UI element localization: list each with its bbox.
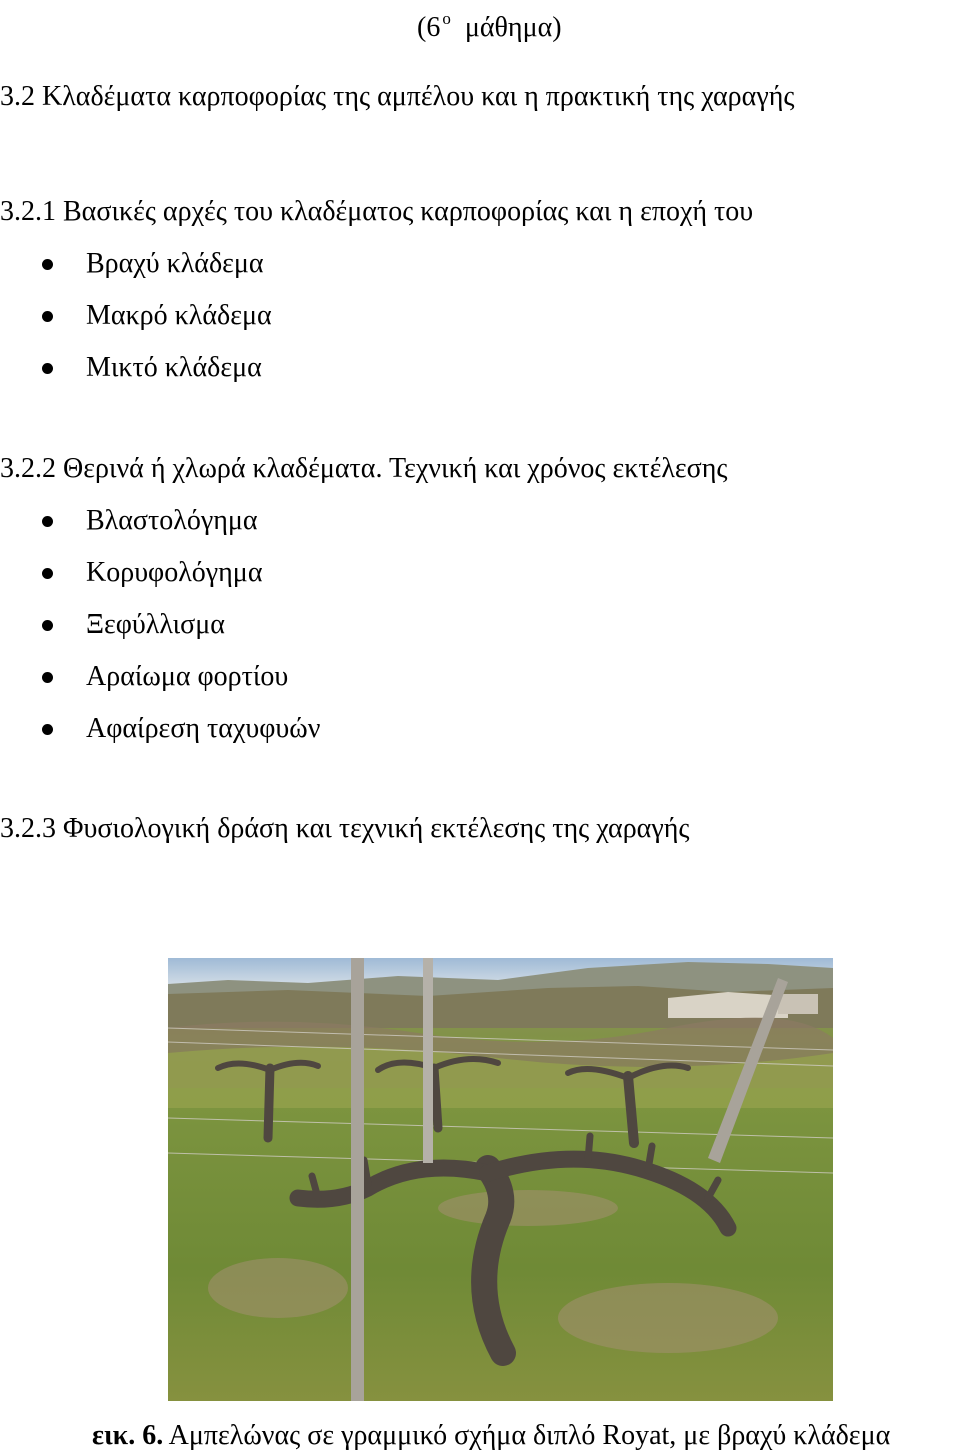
- bullet-icon: [42, 516, 53, 527]
- subsection-title: 3.2.3 Φυσιολογική δράση και τεχνική εκτέλεσης της χαραγής: [0, 813, 690, 844]
- bullet-icon: [42, 311, 53, 322]
- lesson-word: μάθημα): [464, 12, 562, 43]
- list-item: Μικτό κλάδεμα: [86, 352, 262, 383]
- figure-label: εικ. 6.: [92, 1420, 164, 1451]
- bullet-icon: [42, 724, 53, 735]
- subsection-title: 3.2.1 Βασικές αρχές του κλαδέματος καρποφορίας και η εποχή του: [0, 196, 754, 227]
- list-item: Κορυφολόγημα: [86, 557, 263, 588]
- bullet-icon: [42, 259, 53, 270]
- lesson-ordinal-marker: o: [442, 9, 451, 28]
- list-item: Αραίωμα φορτίου: [86, 661, 289, 692]
- list-item: Αφαίρεση ταχυφυών: [86, 713, 321, 744]
- bullet-icon: [42, 620, 53, 631]
- subsection-title: 3.2.2 Θερινά ή χλωρά κλαδέματα. Τεχνική και χρόνος εκτέλεσης: [0, 453, 728, 484]
- lesson-number: (6: [417, 12, 441, 43]
- list-item: Μακρό κλάδεμα: [86, 300, 272, 331]
- list-item: Βραχύ κλάδεμα: [86, 248, 264, 279]
- lesson-header: [417, 2, 562, 45]
- vineyard-photo: [168, 958, 833, 1401]
- list-item: Ξεφύλλισμα: [86, 609, 225, 640]
- bullet-icon: [42, 363, 53, 374]
- list-item: Βλαστολόγημα: [86, 505, 258, 536]
- figure-caption: [92, 1419, 890, 1453]
- bullet-icon: [42, 672, 53, 683]
- figure-caption-text: Αμπελώνας σε γραμμικό σχήμα διπλό Royat, με βραχύ κλάδεμα: [168, 1420, 891, 1451]
- section-title: 3.2 Κλαδέματα καρποφορίας της αμπέλου και η πρακτική της χαραγής: [0, 81, 795, 112]
- bullet-icon: [42, 568, 53, 579]
